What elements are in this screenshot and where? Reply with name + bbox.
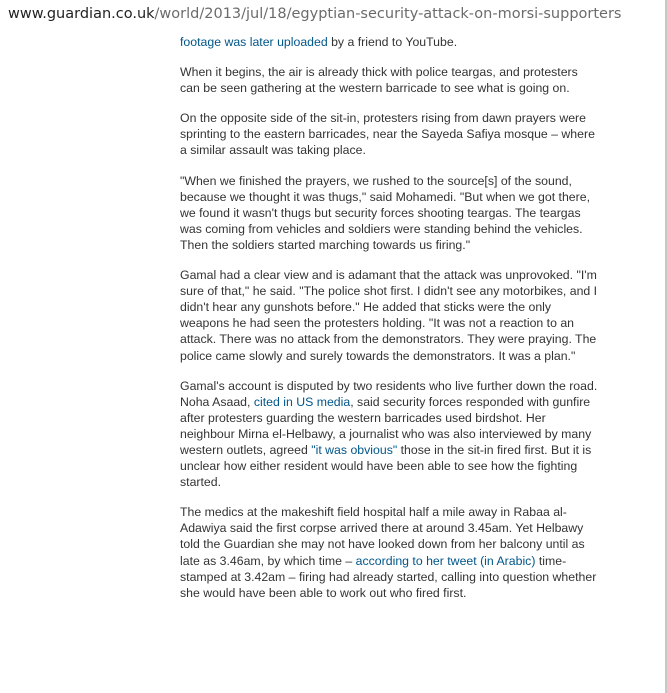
paragraph-3: On the opposite side of the sit-in, protesters rising from dawn prayers were sprinting to the eastern barricades, near the Sayeda Safiya mosque – where a similar assault was taking place. xyxy=(180,111,595,158)
paragraph-1-text: by a friend to YouTube. xyxy=(327,35,458,49)
paragraph-5: Gamal had a clear view and is adamant that the attack was unprovoked. "I'm sure of that," he said. "The police shot first. I didn't see any motorbikes, and I didn't hear any gunshots before." He added that sticks were the only weapons he had seen the protesters holding. "It was not a reaction to an attack. There was no attack from the demonstrators. They were praying. The police came slowly and surely towards the demonstrators. It was a plan." xyxy=(180,268,598,363)
footage-link[interactable]: footage was later uploaded xyxy=(180,35,328,49)
paragraph-6-text-b: , said security forces responded with gunfire after protesters guarding the western barricades used birdshot. Her neighbour Mirna el-Helbawy, a journalist who was also interviewed by many western outlets, agreed xyxy=(180,394,592,457)
article-body xyxy=(180,34,600,601)
paragraph-6 xyxy=(180,378,600,491)
paragraph-7 xyxy=(180,504,600,601)
paragraph-7-text-a: The medics at the makeshift field hospital half a mile away in Rabaa al-Adawiya said the first corpse arrived there at around 3.45am. Yet Helbawy told the Guardian she may not have looked down from her balcony until as late as 3.46am, by which time – xyxy=(180,505,585,568)
address-bar[interactable] xyxy=(0,0,667,30)
paragraph-2: When it begins, the air is already thick with police teargas, and protesters can be seen gathering at the western barricade to see what is going on. xyxy=(180,65,578,96)
url-domain: www.guardian.co.uk xyxy=(8,6,155,22)
tweet-link[interactable]: according to her tweet (in Arabic) xyxy=(355,553,536,568)
paragraph-4: "When we finished the prayers, we rushed to the source[s] of the sound, because we thought it was thugs," said Mohamedi. "But when we got there, we found it wasn't thugs but security forces shooting teargas. The teargas was coming from vehicles and soldiers were standing behind the vehicles. Then the soldiers started marching towards us firing." xyxy=(180,173,590,252)
paragraph-7-text-b: time-stamped at 3.42am – firing had already started, calling into question whether she would have been able to work out who fired first. xyxy=(180,553,597,600)
it-was-obvious-link[interactable]: "it was obvious" xyxy=(311,442,398,457)
cited-in-us-media-link[interactable]: cited in US media xyxy=(253,394,351,409)
paragraph-6-text-a: Gamal's account is disputed by two residents who live further down the road. Noha Asaad, xyxy=(180,378,598,409)
url-path: /world/2013/jul/18/egyptian-security-attack-on-morsi-supporters xyxy=(154,6,622,22)
paragraph-1 xyxy=(180,34,600,50)
paragraph-6-text-c: those in the sit-in fired first. But it is unclear how either resident would have been able to see how the fighting started. xyxy=(180,442,592,490)
